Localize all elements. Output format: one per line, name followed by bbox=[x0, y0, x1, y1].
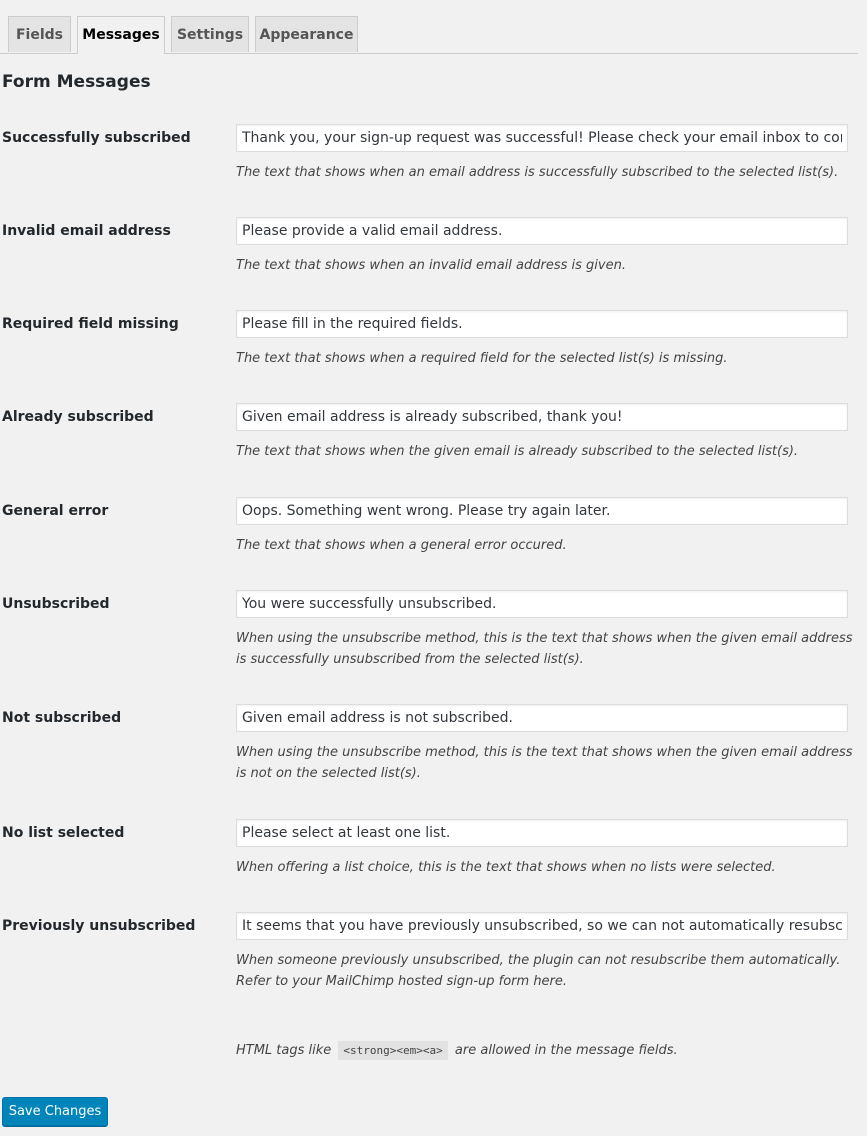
row-description: The text that shows when a required field for the selected list(s) is missing. bbox=[236, 351, 728, 366]
row-label: Invalid email address bbox=[2, 223, 171, 239]
unsubscribed-input[interactable] bbox=[236, 590, 848, 618]
row-label: General error bbox=[2, 503, 109, 519]
invalid-email-input[interactable] bbox=[236, 217, 848, 245]
row-label: Required field missing bbox=[2, 316, 179, 332]
required-field-missing-input[interactable] bbox=[236, 310, 848, 338]
row-description: When using the unsubscribe method, this is the text that shows when the given email address is not on the selected list(s). bbox=[236, 745, 853, 781]
successfully-subscribed-input[interactable] bbox=[236, 124, 848, 152]
not-subscribed-input[interactable] bbox=[236, 704, 848, 732]
already-subscribed-input[interactable] bbox=[236, 403, 848, 431]
row-description: The text that shows when the given email is already subscribed to the selected list(s). bbox=[236, 444, 799, 459]
tab-appearance[interactable]: Appearance bbox=[255, 16, 358, 52]
previously-unsubscribed-input[interactable] bbox=[236, 912, 848, 940]
general-error-input[interactable] bbox=[236, 497, 848, 525]
row-description: The text that shows when an email address is successfully subscribed to the selected list(s). bbox=[236, 165, 839, 180]
row-label: Already subscribed bbox=[2, 409, 154, 425]
row-label: Previously unsubscribed bbox=[2, 918, 196, 934]
tab-bar bbox=[0, 0, 858, 54]
row-description: When using the unsubscribe method, this is the text that shows when the given email address is successfully unsubscribed from the selected list(s). bbox=[236, 631, 853, 667]
html-tags-note-prefix: HTML tags like bbox=[236, 1043, 332, 1058]
html-tags-note bbox=[236, 1040, 678, 1062]
row-label: No list selected bbox=[2, 825, 125, 841]
tab-messages[interactable]: Messages bbox=[77, 16, 165, 54]
row-label: Successfully subscribed bbox=[2, 130, 191, 146]
tab-fields[interactable]: Fields bbox=[8, 16, 71, 52]
row-description: The text that shows when a general error occured. bbox=[236, 538, 567, 553]
row-label: Unsubscribed bbox=[2, 596, 110, 612]
section-title: Form Messages bbox=[2, 72, 151, 92]
row-description: When offering a list choice, this is the text that shows when no lists were selected. bbox=[236, 860, 776, 875]
row-label: Not subscribed bbox=[2, 710, 122, 726]
tab-settings[interactable]: Settings bbox=[171, 16, 249, 52]
no-list-selected-input[interactable] bbox=[236, 819, 848, 847]
allowed-tags-code: <strong><em><a> bbox=[338, 1041, 447, 1060]
row-description: When someone previously unsubscribed, the plugin can not resubscribe them automatically. Refer to your MailChimp hosted sign-up form here. bbox=[236, 953, 841, 989]
save-changes-button[interactable]: Save Changes bbox=[2, 1097, 108, 1126]
html-tags-note-suffix: are allowed in the message fields. bbox=[454, 1043, 678, 1058]
row-description: The text that shows when an invalid email address is given. bbox=[236, 258, 626, 273]
